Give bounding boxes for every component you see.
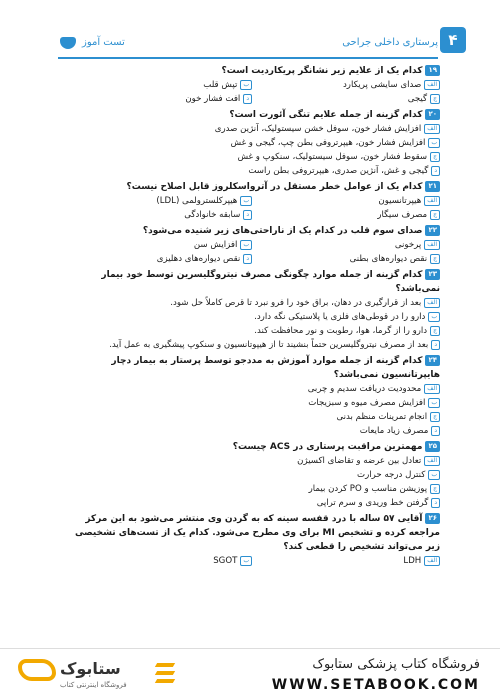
question-number: ۲۶ (425, 513, 440, 524)
option-text: پوزیشن مناسب و PO کردن بیمار (308, 484, 428, 494)
question-number: ۲۴ (425, 355, 440, 366)
option-text: افزایش سن (193, 240, 238, 250)
option-text: گیجی و غش، آنژین صدری، هیپرتروفی بطن راست (248, 166, 429, 176)
option-label: الف (424, 456, 440, 466)
answer-option[interactable] (252, 252, 440, 266)
question-stem: آقایی ۵۷ ساله با درد قفسه سینه که به گردن وی منتشر می‌شود به این مرکز مراجعه کرده و تشخیص MI برای وی مطرح می‌شود. کدام یک از تست‌های تشخیصی زیر می‌تواند تشخیص را قطعی کند؟ (74, 514, 440, 552)
question-text (64, 512, 440, 554)
answer-option[interactable] (64, 338, 440, 352)
option-text: دارو را در قوطی‌های فلزی یا پلاستیکی نگه دارد. (254, 312, 426, 322)
chapter-title: پرستاری داخلی جراحی (342, 37, 438, 48)
option-text: صدای سایشی پریکارد (342, 80, 422, 90)
question-block (64, 224, 440, 266)
page-number: ۴ (440, 27, 466, 53)
option-text: گرفتن خط وریدی و سرم تراپی (316, 498, 429, 508)
question-stem: مهمترین مراقبت پرستاری در ACS چیست؟ (232, 442, 423, 452)
question-number: ۲۱ (425, 181, 440, 192)
option-label: ب (428, 470, 440, 480)
question-number: ۲۵ (425, 441, 440, 452)
page-header (58, 31, 438, 59)
option-label: الف (424, 298, 440, 308)
option-text: کنترل درجه حرارت (357, 470, 426, 480)
answer-option[interactable] (64, 496, 440, 510)
answer-option[interactable] (252, 78, 440, 92)
option-label: ب (428, 398, 440, 408)
answer-option[interactable] (64, 164, 440, 178)
question-stem: صدای سوم قلب در کدام یک از ناراحتی‌های زیر شنیده می‌شود؟ (142, 226, 423, 236)
options-list (64, 296, 440, 352)
options-list (64, 454, 440, 510)
option-label: ج (430, 412, 440, 422)
question-block (64, 354, 440, 438)
answer-option[interactable] (64, 396, 440, 410)
shop-name: فروشگاه کتاب پزشکی ستابوک (312, 657, 480, 672)
answer-option[interactable] (64, 296, 440, 310)
question-number: ۲۳ (425, 269, 440, 280)
answer-option[interactable] (64, 92, 252, 106)
answer-option[interactable] (252, 194, 440, 208)
answer-option[interactable] (64, 238, 252, 252)
option-label: الف (424, 124, 440, 134)
logo-subtitle: فروشگاه اینترنتی کتاب (60, 681, 127, 689)
answer-option[interactable] (64, 454, 440, 468)
option-label: الف (424, 384, 440, 394)
footer-banner (0, 648, 500, 700)
question-text (64, 64, 440, 78)
logo-text: ستابوک (60, 659, 121, 678)
option-label: د (243, 94, 252, 104)
option-label: ب (240, 80, 252, 90)
question-number: ۲۰ (425, 109, 440, 120)
option-text: هیپرکلسترولمی (LDL) (156, 196, 238, 206)
answer-option[interactable] (64, 554, 252, 568)
option-label: ب (240, 556, 252, 566)
option-text: گیجی (407, 94, 428, 104)
answer-option[interactable] (252, 238, 440, 252)
option-label: ج (430, 94, 440, 104)
option-label: ج (430, 254, 440, 264)
option-label: الف (424, 240, 440, 250)
option-label: ب (240, 196, 252, 206)
question-block (64, 108, 440, 178)
options-list (64, 78, 440, 106)
question-block (64, 268, 440, 352)
option-text: پرخونی (394, 240, 422, 250)
question-text (64, 224, 440, 238)
answer-option[interactable] (64, 122, 440, 136)
option-text: محدودیت دریافت سدیم و چربی (307, 384, 422, 394)
question-block (64, 180, 440, 222)
question-text (64, 180, 440, 194)
option-label: د (431, 340, 440, 350)
option-text: تعادل بین عرضه و تقاضای اکسیژن (297, 456, 422, 466)
answer-option[interactable] (64, 482, 440, 496)
option-text: SGOT (213, 556, 238, 566)
answer-option[interactable] (64, 208, 252, 222)
option-label: الف (424, 80, 440, 90)
option-text: سقوط فشار خون، سوفل سیستولیک، سنکوپ و غش (237, 152, 428, 162)
answer-option[interactable] (64, 252, 252, 266)
question-stem: کدام یک از علایم زیر نشانگر پریکاردیت است؟ (221, 66, 423, 76)
brand-name: تست آموز (82, 37, 125, 48)
option-text: مصرف سیگار (377, 210, 428, 220)
option-label: د (431, 166, 440, 176)
option-text: افزایش فشار خون، هیپرتروفی بطن چپ، گیجی و غش (230, 138, 426, 148)
question-number: ۱۹ (425, 65, 440, 76)
options-list (64, 238, 440, 266)
question-text (64, 440, 440, 454)
brand-logo-icon (60, 37, 76, 49)
option-text: نقص دیواره‌های بطنی (349, 254, 428, 264)
website-link[interactable]: WWW.SETABOOK.COM (271, 677, 480, 693)
answer-option[interactable] (64, 310, 440, 324)
option-text: دارو را از گرما، هوا، رطوبت و نور محافظت کند. (254, 326, 428, 336)
option-text: سابقه خانوادگی (184, 210, 241, 220)
setabook-logo-icon (18, 659, 56, 681)
question-stem: کدام گزینه از جمله موارد چگونگی مصرف نیتروگلیسرین توسط خود بیمار نمی‌باشد؟ (101, 270, 440, 294)
questions-list (64, 62, 440, 568)
option-label: الف (424, 196, 440, 206)
option-label: ج (430, 484, 440, 494)
option-text: افزایش فشار خون، سوفل خشن سیستولیک، آنژین صدری (214, 124, 422, 134)
option-text: LDH (403, 556, 422, 566)
answer-option[interactable] (64, 194, 252, 208)
option-label: د (431, 426, 440, 436)
answer-option[interactable] (64, 136, 440, 150)
question-block (64, 512, 440, 568)
answer-option[interactable] (252, 554, 440, 568)
answer-option[interactable] (252, 208, 440, 222)
answer-option[interactable] (64, 150, 440, 164)
option-label: الف (424, 556, 440, 566)
answer-option[interactable] (64, 78, 252, 92)
option-text: نقص دیواره‌های دهلیزی (156, 254, 241, 264)
question-stem: کدام گزینه از جمله موارد آموزش به مددجو توسط پرستار به بیمار دچار هایپرتانسیون نمی‌باشد؟ (111, 356, 440, 380)
options-list (64, 382, 440, 438)
option-label: ب (428, 312, 440, 322)
question-text (64, 354, 440, 382)
answer-option[interactable] (64, 468, 440, 482)
question-block (64, 64, 440, 106)
option-label: ج (430, 152, 440, 162)
answer-option[interactable] (64, 424, 440, 438)
option-label: ج (430, 210, 440, 220)
setabook-logo (18, 659, 138, 693)
option-label: ب (428, 138, 440, 148)
option-text: هیپرتانسیون (378, 196, 422, 206)
question-stem: کدام یک از عوامل خطر مستقل در آترواسکلروز قابل اصلاح نیست؟ (126, 182, 423, 192)
answer-option[interactable] (64, 382, 440, 396)
question-text (64, 108, 440, 122)
chevrons-icon (150, 659, 180, 689)
option-text: بعد از مصرف نیتروگلیسرین حتماً بنشیند تا از هیپوتانسیون و سنکوپ پیشگیری به عمل آید. (109, 340, 429, 350)
question-number: ۲۲ (425, 225, 440, 236)
answer-option[interactable] (64, 410, 440, 424)
options-list (64, 554, 440, 568)
option-label: ج (430, 326, 440, 336)
question-stem: کدام گزینه از جمله علایم تنگی آئورت است؟ (229, 110, 423, 120)
option-text: بعد از قرارگیری در دهان، براق خود را فرو نبرد تا قرص کاملاً حل شود. (170, 298, 422, 308)
options-list (64, 122, 440, 178)
options-list (64, 194, 440, 222)
option-label: د (431, 498, 440, 508)
question-text (64, 268, 440, 296)
option-text: انجام تمرینات منظم بدنی (336, 412, 428, 422)
option-text: تپش قلب (203, 80, 238, 90)
option-text: مصرف زیاد مایعات (359, 426, 429, 436)
option-label: د (243, 210, 252, 220)
option-text: افزایش مصرف میوه و سبزیجات (308, 398, 426, 408)
option-label: د (243, 254, 252, 264)
option-text: افت فشار خون (185, 94, 241, 104)
answer-option[interactable] (252, 92, 440, 106)
option-label: ب (240, 240, 252, 250)
question-block (64, 440, 440, 510)
answer-option[interactable] (64, 324, 440, 338)
